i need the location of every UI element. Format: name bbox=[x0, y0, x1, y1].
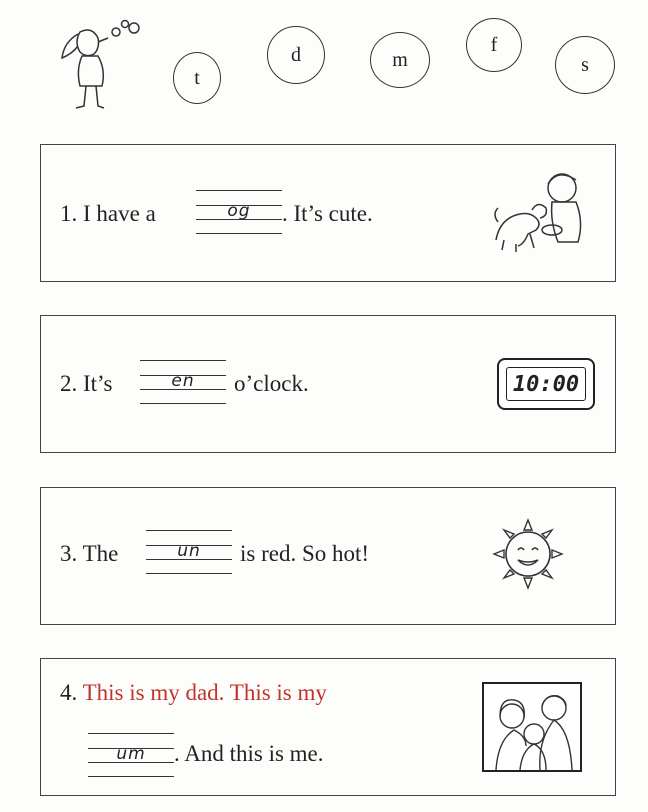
item-3-post: is red. So hot! bbox=[240, 541, 370, 566]
item-1-text: 1. I have a bbox=[60, 201, 156, 226]
item-4-line-1: 4. This is my dad. This is my bbox=[60, 680, 327, 705]
letter-bubble-m[interactable]: m bbox=[370, 32, 430, 88]
answer-blank-4[interactable] bbox=[88, 733, 174, 777]
letter-bubble-s[interactable]: s bbox=[555, 36, 615, 94]
clock-display: 10:00 bbox=[506, 367, 586, 401]
answer-blank-3-hint: un bbox=[177, 541, 201, 561]
sun-icon bbox=[490, 516, 566, 592]
boy-with-dog-icon bbox=[490, 168, 594, 254]
girl-blowing-bubbles-icon bbox=[50, 14, 140, 114]
letter-bubble-d[interactable]: d bbox=[267, 26, 325, 84]
letter-bubble-t[interactable]: t bbox=[173, 52, 221, 104]
answer-blank-2[interactable] bbox=[140, 360, 226, 404]
item-2-text: 2. It’s bbox=[60, 371, 113, 396]
answer-blank-2-hint: en bbox=[171, 371, 195, 391]
letter-bubble-f[interactable]: f bbox=[466, 18, 522, 72]
answer-blank-1[interactable] bbox=[196, 190, 282, 234]
answer-blank-3[interactable] bbox=[146, 530, 232, 574]
item-3-text: 3. The bbox=[60, 541, 119, 566]
family-photo-icon bbox=[482, 682, 582, 772]
item-2-post: o’clock. bbox=[234, 371, 309, 396]
clock-icon bbox=[497, 358, 595, 410]
answer-blank-1-hint: og bbox=[227, 201, 251, 221]
item-4-post: . And this is me. bbox=[174, 741, 324, 766]
answer-blank-4-hint: um bbox=[116, 744, 146, 764]
item-1-post: . It’s cute. bbox=[282, 201, 373, 226]
